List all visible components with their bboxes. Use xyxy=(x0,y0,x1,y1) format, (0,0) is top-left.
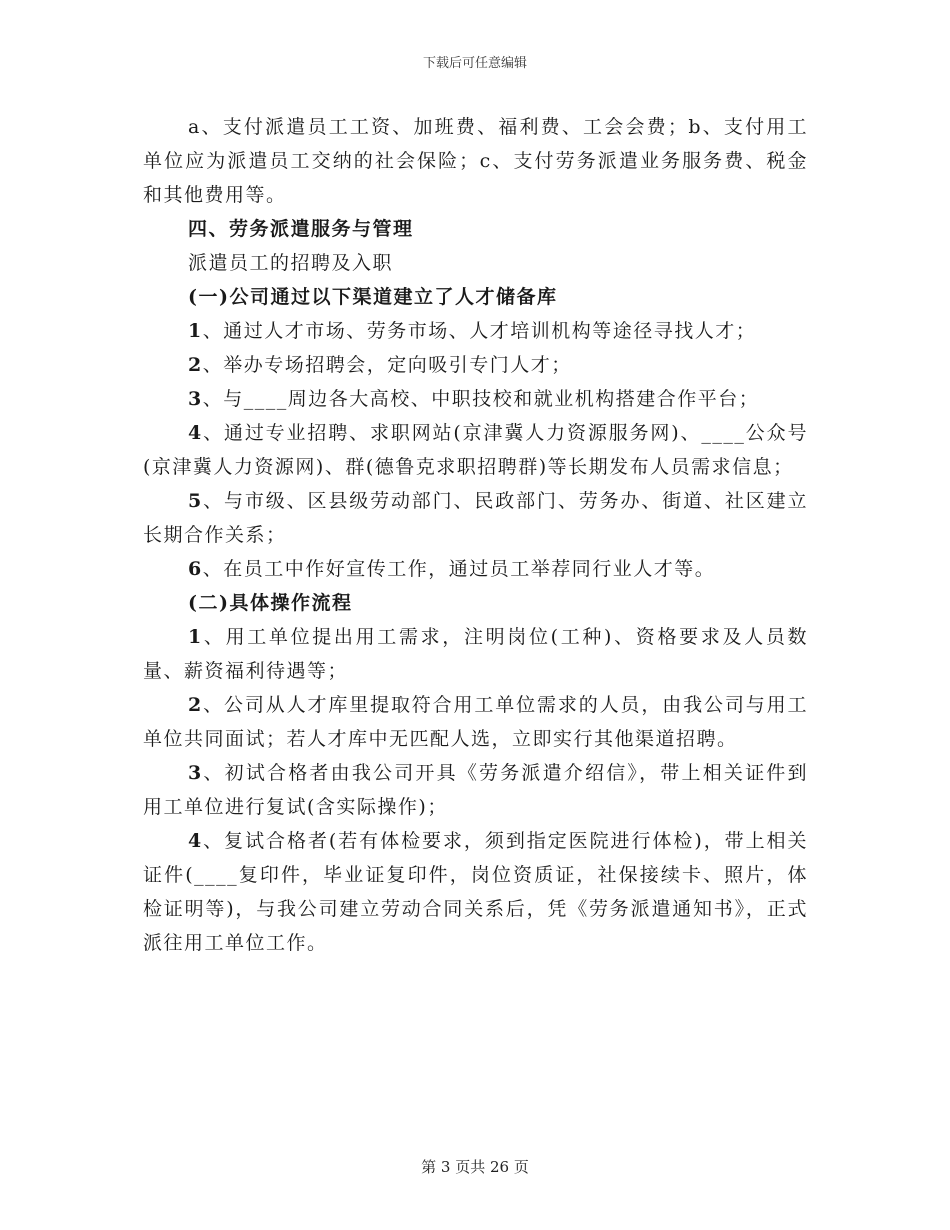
list-item-number: 4 xyxy=(188,422,203,444)
list-item-text: 、复试合格者(若有体检要求，须到指定医院进行体检)，带上相关证件(____复印件，毕业证复印件，岗位资质证，社保接续卡、照片，体检证明等)，与我公司建立劳动合同关系后，凭《劳务派遣通知书》，正式派往用工单位工作。 xyxy=(143,830,808,954)
heading-text: 四、劳务派遣服务与管理 xyxy=(188,218,414,240)
list-item-channel-5 xyxy=(143,484,808,552)
paragraph-fees xyxy=(143,110,808,212)
list-item-number: 2 xyxy=(188,354,203,376)
list-item-number: 5 xyxy=(188,490,203,512)
page-header: 下载后可任意编辑 xyxy=(422,56,527,71)
list-item-channel-2 xyxy=(143,348,808,382)
list-item-process-3 xyxy=(143,756,808,824)
subheading-talent-pool xyxy=(143,280,808,314)
list-item-text: 、通过专业招聘、求职网站(京津冀人力资源服务网)、____公众号(京津冀人力资源网)、群(德鲁克求职招聘群)等长期发布人员需求信息； xyxy=(143,422,808,478)
list-item-number: 3 xyxy=(188,762,203,784)
paragraph-text: 派遣员工的招聘及入职 xyxy=(188,252,394,274)
list-item-process-2 xyxy=(143,688,808,756)
list-item-number: 6 xyxy=(188,558,203,580)
list-item-process-4 xyxy=(143,824,808,960)
list-item-process-1 xyxy=(143,620,808,688)
heading-text: (一)公司通过以下渠道建立了人才储备库 xyxy=(188,286,558,308)
list-item-number: 1 xyxy=(188,626,203,648)
list-item-text: 、初试合格者由我公司开具《劳务派遣介绍信》，带上相关证件到用工单位进行复试(含实际操作)； xyxy=(143,762,808,818)
subheading-process xyxy=(143,586,808,620)
list-item-number: 4 xyxy=(188,830,203,852)
list-item-text: 、在员工中作好宣传工作，通过员工举荐同行业人才等。 xyxy=(202,558,716,580)
list-item-number: 1 xyxy=(188,320,203,342)
list-item-number: 3 xyxy=(188,388,203,410)
section-heading-dispatch-service xyxy=(143,212,808,246)
list-item-channel-4 xyxy=(143,416,808,484)
paragraph-recruitment-title xyxy=(143,246,808,280)
list-item-channel-6 xyxy=(143,552,808,586)
list-item-text: 、与____周边各大高校、中职技校和就业机构搭建合作平台； xyxy=(202,388,760,410)
list-item-channel-3 xyxy=(143,382,808,416)
list-item-number: 2 xyxy=(188,694,203,716)
list-item-channel-1 xyxy=(143,314,808,348)
paragraph-text: a、支付派遣员工工资、加班费、福利费、工会会费；b、支付用工单位应为派遣员工交纳的社会保险；c、支付劳务派遣业务服务费、税金和其他费用等。 xyxy=(143,116,808,206)
list-item-text: 、公司从人才库里提取符合用工单位需求的人员，由我公司与用工单位共同面试；若人才库中无匹配人选，立即实行其他渠道招聘。 xyxy=(143,694,808,750)
page-footer: 第 3 页共 26 页 xyxy=(421,1158,529,1176)
heading-text: (二)具体操作流程 xyxy=(188,592,353,614)
list-item-text: 、举办专场招聘会，定向吸引专门人才； xyxy=(202,354,572,376)
document-body xyxy=(143,110,808,960)
list-item-text: 、用工单位提出用工需求，注明岗位(工种)、资格要求及人员数量、薪资福利待遇等； xyxy=(143,626,808,682)
list-item-text: 、与市级、区县级劳动部门、民政部门、劳务办、街道、社区建立长期合作关系； xyxy=(143,490,808,546)
list-item-text: 、通过人才市场、劳务市场、人才培训机构等途径寻找人才； xyxy=(202,320,757,342)
